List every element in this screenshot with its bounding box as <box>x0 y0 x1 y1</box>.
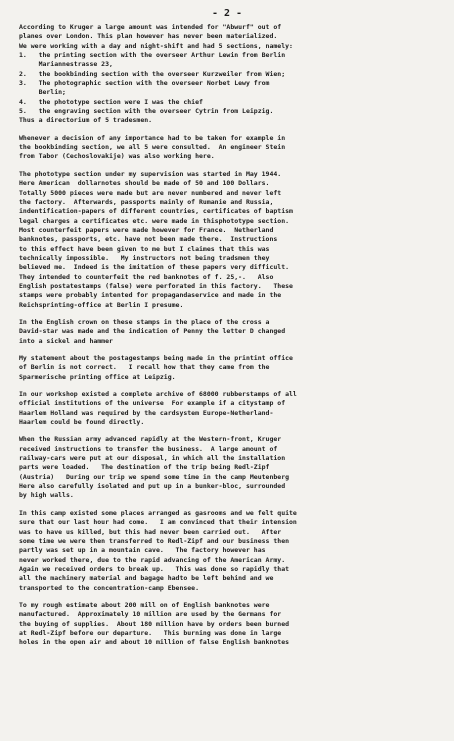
text-line: received instructions to transfer the business. A large amount of <box>19 444 278 453</box>
text-line: to this effect have been given to me but I claimes that this was <box>19 244 270 253</box>
paragraph <box>19 435 439 500</box>
text-line: Most counterfeit papers were made however for France. Netherland <box>19 225 274 234</box>
text-line: legal charges a certificates etc. were made in thisphototype section. <box>19 216 290 225</box>
text-line: all the machinery material and bagage hadto be left behind and we <box>19 574 274 583</box>
text-line: official institutions of the universe For example if a citystamp of <box>19 399 286 408</box>
page-number: - 2 - <box>211 8 243 19</box>
text-line: from Tabor (Cechoslovakije) was also working here. <box>19 152 215 161</box>
text-line: by high walls. <box>19 491 74 500</box>
text-line: In our workshop existed a complete archive of 68000 rubberstamps of all <box>19 390 297 399</box>
text-line: the buying of supplies. About 180 million have by orders been burned <box>19 619 290 628</box>
text-line: Haarlem Holland was required by the cardsystem Europe-Netherland- <box>19 408 274 417</box>
text-line: We were working with a day and night-shift and had 5 sections, namely: <box>19 41 293 50</box>
text-line: transported to the concentration-camp Ebensee. <box>19 583 200 592</box>
paragraph <box>19 390 439 427</box>
text-line: Thus a directorium of 5 tradesmen. <box>19 116 153 125</box>
text-line: Whenever a decision of any importance had to be taken for example in <box>19 133 286 142</box>
text-line: To my rough estimate about 200 mill on of English banknotes were <box>19 600 270 609</box>
text-line: never worked there, due to the rapid advancing of the American Army. <box>19 555 286 564</box>
text-line: According to Kruger a large amount was intended for "Abwurf" out of <box>19 23 282 31</box>
text-line: stamps were probably intented for propagandaservice and made in the <box>19 291 282 300</box>
text-line: 4. the phototype section were I was the chief <box>19 97 203 106</box>
text-line: They intended to counterfeit the red banknotes of f. 25,-. Also <box>19 272 274 281</box>
paragraph <box>19 170 439 310</box>
text-line: indentification-papers of different countries, certificates of baptism <box>19 207 293 216</box>
text-line: Reichsprinting-office at Berlin I presume. <box>19 300 184 309</box>
text-line: planes over London. This plan however has never been materialized. <box>19 32 278 41</box>
text-line: 5. the engraving section with the overseer Cytrin from Leipzig. <box>19 107 274 116</box>
text-line: holes in the open air and about 10 million of false English banknotes <box>19 638 290 647</box>
text-line: the bookbinding section, we all 5 were consulted. An engineer Stein <box>19 143 286 152</box>
text-line: 3. The photographic section with the overseer Norbet Lewy from <box>19 79 270 88</box>
text-line: (Austria) During our trip we spend some time in the camp Meutenberg <box>19 472 290 481</box>
text-line: parts were loaded. The destination of the trip being Redl-Zipf <box>19 463 270 472</box>
text-line: David-star was made and the indication of Penny the letter D changed <box>19 327 286 336</box>
text-line: Here also carefully isolated and put up in a bunker-bloc, surrounded <box>19 482 286 491</box>
text-line: In this camp existed some places arranged as gasrooms and we felt quite <box>19 508 297 517</box>
text-line: Sparmerische printing office at Leipzig. <box>19 372 176 381</box>
paragraph <box>19 509 439 593</box>
paragraph <box>19 318 439 346</box>
text-line: In the English crown on these stamps in the place of the cross a <box>19 317 270 326</box>
text-line: Mariannestrasse 23, <box>19 60 113 69</box>
text-line: 1. the printing section with the overseer Arthur Lewin from Berlin <box>19 51 286 60</box>
text-line: 2. the bookbinding section with the overseer Kurzweiler from Wien; <box>19 69 286 78</box>
text-line: My statement about the postagestamps being made in the printint office <box>19 354 293 362</box>
text-line: manufactured. Approximately 10 million are used by the Germans for <box>19 610 282 619</box>
text-line: at Redl-Zipf before our departure. This burning was done in large <box>19 628 282 637</box>
text-line: Totally 5000 pieces were made but are never numbered and never left <box>19 188 282 197</box>
text-line: believed me. Indeed is the imitation of these papers very difficult. <box>19 263 290 272</box>
text-line: sure that our last hour had come. I am convinced that their intension <box>19 518 297 527</box>
text-line: The phototype section under my supervision was started in May 1944. <box>19 169 282 178</box>
text-line: Here American dollarnotes should be made of 50 and 100 Dollars. <box>19 179 270 188</box>
document-body <box>19 23 439 656</box>
text-line: into a sickel and hammer <box>19 336 113 345</box>
text-line: banknotes, passports, etc. have not been made there. Instructions <box>19 235 278 244</box>
text-line: technically impossible. My instructors not being tradsmen they <box>19 253 270 262</box>
paragraph <box>19 134 439 162</box>
paragraph <box>19 23 439 126</box>
paragraph <box>19 354 439 382</box>
text-line: Again we received orders to break up. This was done so rapidly that <box>19 564 290 573</box>
paragraph <box>19 601 439 648</box>
text-line: English postatestamps (false) were perforated in this factory. These <box>19 281 293 290</box>
text-line: When the Russian army advanced rapidly at the Western-front, Kruger <box>19 435 282 444</box>
text-line: Haarlem could be found directly. <box>19 418 145 427</box>
text-line: of Berlin is not correct. I recall how that they came from the <box>19 363 270 372</box>
text-line: some time we were then transferred to Redl-Zipf and our business then <box>19 536 290 545</box>
text-line: Berlin; <box>19 88 66 97</box>
text-line: the factory. Afterwards, passports mainly of Rumanie and Russia, <box>19 197 274 206</box>
text-line: railway-cars were put at our disposal, in which all the installation <box>19 454 286 463</box>
text-line: partly was set up in a mountain cave. The factory however has <box>19 546 266 555</box>
text-line: was to have us killed, but this had never been carried out. After <box>19 527 282 536</box>
